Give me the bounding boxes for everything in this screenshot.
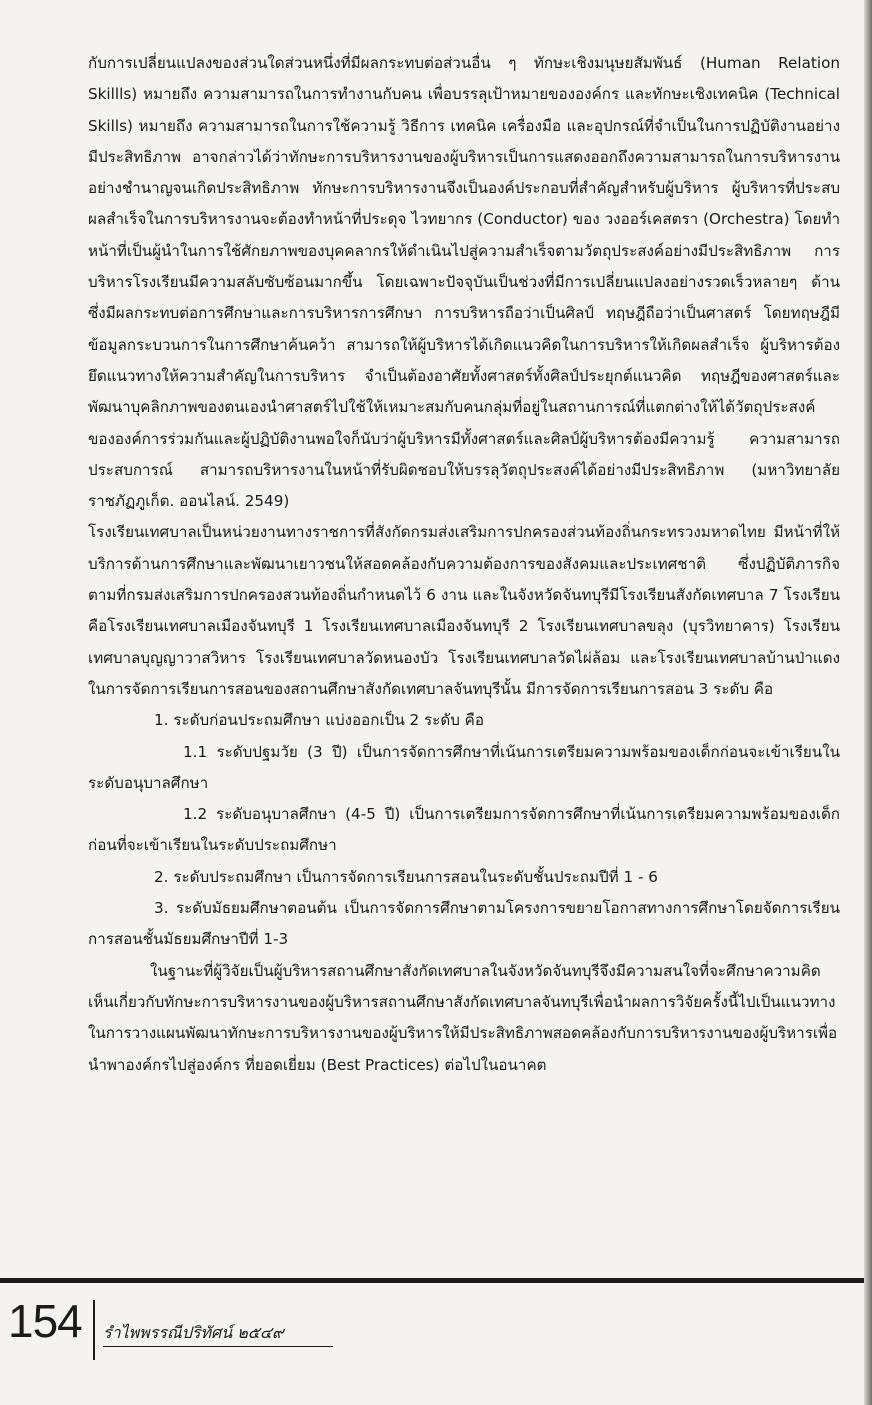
footer-divider	[93, 1300, 95, 1360]
list-item-level-3: 3. ระดับมัธยมศึกษาตอนต้น เป็นการจัดการศึกษาตามโครงการขยายโอกาสทางการศึกษาโดยจัดการเรียนการสอนชั้นมัธยมศึกษาปีที่ 1-3	[88, 899, 840, 949]
paragraph-closing: ในฐานะที่ผู้วิจัยเป็นผู้บริหารสถานศึกษาสังกัดเทศบาลในจังหวัดจันทบุรีจึงมีความสนใจที่จะศึกษาความคิดเห็นเกี่ยวกับทักษะการบริหารงานของผู้บริหารสถานศึกษาสังกัดเทศบาลจันทบุรีเพื่อนำผลการวิจัยครั้งนี้ไปเป็นแนวทางในการวางแผนพัฒนาทักษะการบริหารงานของผู้บริหารให้มีประสิทธิภาพสอดคล้องกับการบริหารงานของผู้บริหารเพื่อนำพาองค์กรไปสู่องค์กร ที่ยอดเยี่ยม (Best Practices) ต่อไปในอนาคต	[88, 961, 838, 1074]
list-item-level-2: 2. ระดับประถมศึกษา เป็นการจัดการเรียนการสอนในระดับชั้นประถมปีที่ 1 - 6	[154, 867, 658, 886]
paragraph-schools: โรงเรียนเทศบาลเป็นหน่วยงานทางราชการที่สังกัดกรมส่งเสริมการปกครองส่วนท้องถิ่นกระทรวงมหาดไทย มีหน้าที่ให้บริการด้านการศึกษาและพัฒนาเยาวชนให้สอดคล้องกับความต้องการของสังคมและประเทศชาติ ซึ่งปฏิบัติภารกิจตามที่กรมส่งเสริมการปกครองสวนท้องถิ่นกำหนดไว้ 6 งาน และในจังหวัดจันทบุรีมีโรงเรียนสังกัดเทศบาล 7 โรงเรียนคือโรงเรียนเทศบาลเมืองจันทบุรี 1 โรงเรียนเทศบาลเมืองจันทบุรี 2 โรงเรียนเทศบาลขลุง (บุรวิทยาคาร) โรงเรียนเทศบาลบุญญาวาสวิหาร โรงเรียนเทศบาลวัดหนองบัว โรงเรียนเทศบาลวัดไผ่ล้อม และโรงเรียนเทศบาลบ้านป่าแดง ในการจัดการเรียนการสอนของสถานศึกษาสังกัดเทศบาลจันทบุรีนั้น มีการจัดการเรียนการสอน 3 ระดับ คือ	[88, 523, 840, 698]
body-text	[88, 48, 840, 1081]
footer-rule	[0, 1278, 864, 1283]
paragraph-intro: กับการเปลี่ยนแปลงของส่วนใดส่วนหนึ่งที่มีผลกระทบต่อส่วนอื่น ๆ ทักษะเชิงมนุษยสัมพันธ์ (Human Relation Skillls) หมายถึง ความสามารถในการทำงานกับคน เพื่อบรรลุเป้าหมายขององค์กร และทักษะเชิงเทคนิค (Technical Skills) หมายถึง ความสามารถในการใช้ความรู้ วิธีการ เทคนิค เครื่องมือ และอุปกรณ์ที่จำเป็นในการปฏิบัติงานอย่างมีประสิทธิภาพ อาจกล่าวได้ว่าทักษะการบริหารงานของผู้บริหารเป็นการแสดงออกถึงความสามารถในการบริหารงานอย่างชำนาญจนเกิดประสิทธิภาพ ทักษะการบริหารงานจึงเป็นองค์ประกอบที่สำคัญสำหรับผู้บริหาร ผู้บริหารที่ประสบผลสำเร็จในการบริหารงานจะต้องทำหน้าที่ประดุจ ไวทยากร (Conductor) ของ วงออร์เคสตรา (Orchestra) โดยทำหน้าที่เป็นผู้นำในการใช้ศักยภาพของบุคคลากรให้ดำเนินไปสู่ความสำเร็จตามวัตถุประสงค์อย่างมีประสิทธิภาพ การบริหารโรงเรียนมีความสลับซับซ้อนมากขึ้น โดยเฉพาะปัจจุบันเป็นช่วงที่มีการเปลี่ยนแปลงอย่างรวดเร็วหลายๆ ด้าน ซึ่งมีผลกระทบต่อการศึกษาและการบริหารการศึกษา การบริหารถือว่าเป็นศิลป์ ทฤษฎีถือว่าเป็นศาสตร์ โดยทฤษฎีมีข้อมูลกระบวนการในการศึกษาค้นคว้า สามารถให้ผู้บริหารได้เกิดแนวคิดในการบริหารให้เกิดผลสำเร็จ ผู้บริหารต้องยึดแนวทางให้ความสำคัญในการบริหาร จำเป็นต้องอาศัยทั้งศาสตร์ทั้งศิลป์ประยุกต์แนวคิด ทฤษฎีของศาสตร์และพัฒนาบุคลิกภาพของตนเองนำศาสตร์ไปใช้ให้เหมาะสมกับคนกลุ่มที่อยู่ในสถานการณ์ที่แตกต่างให้ได้วัตถุประสงค์ขององค์การร่วมกันและผู้ปฏิบัติงานพอใจก็นับว่าผู้บริหารมีทั้งศาสตร์และศิลป์ผู้บริหารต้องมีความรู้ ความสามารถ ประสบการณ์ สามารถบริหารงานในหน้าที่รับผิดชอบให้บรรลุวัตถุประสงค์ได้อย่างมีประสิทธิภาพ (มหาวิทยาลัยราชภัฏภูเก็ต. ออนไลน์. 2549)	[88, 54, 840, 511]
list-item-level-1: 1. ระดับก่อนประถมศึกษา แบ่งออกเป็น 2 ระดับ คือ	[154, 711, 484, 730]
list-item-level-1-2: 1.2 ระดับอนุบาลศึกษา (4-5 ปี) เป็นการเตรียมการจัดการศึกษาที่เน้นการเตรียมความพร้อมของเด็กก่อนที่จะเข้าเรียนในระดับประถมศึกษา	[88, 805, 840, 855]
page-edge-shadow	[864, 0, 872, 1405]
page-number: 154	[8, 1295, 82, 1347]
list-item-level-1-1: 1.1 ระดับปฐมวัย (3 ปี) เป็นการจัดการศึกษาที่เน้นการเตรียมความพร้อมของเด็กก่อนจะเข้าเรียนในระดับอนุบาลศึกษา	[88, 742, 840, 792]
publication-title: รำไพพรรณีปริทัศน์ ๒๕๔๙	[103, 1323, 284, 1342]
publication-underline	[103, 1346, 333, 1347]
